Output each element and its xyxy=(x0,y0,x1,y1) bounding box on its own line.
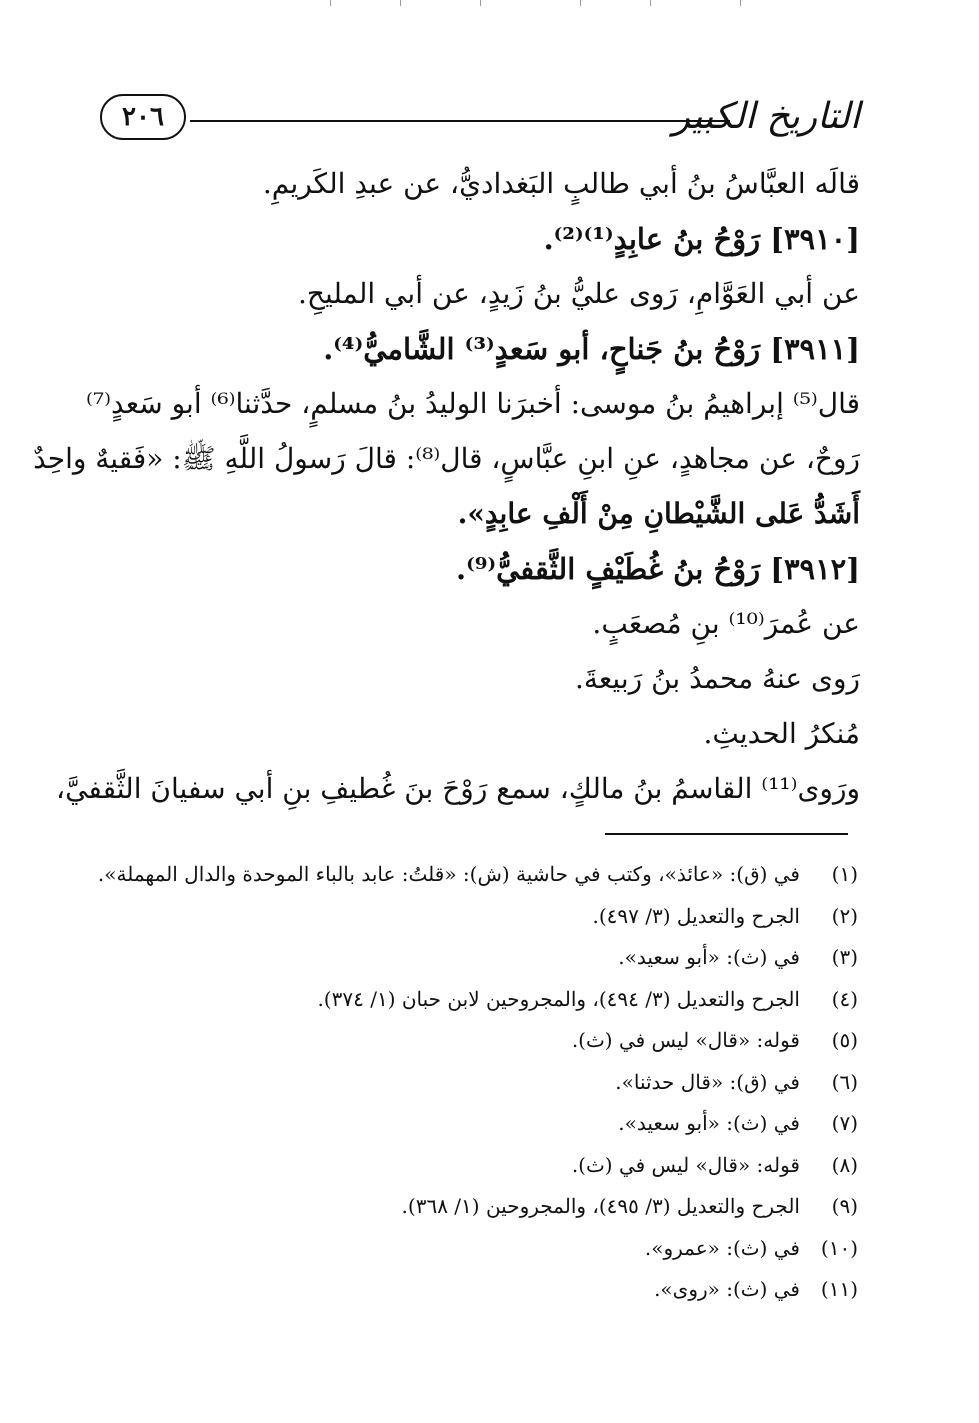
text-line: عن أبي العَوَّامِ، رَوى عليُّ بنُ زَيدٍ، عن أبي المليحِ. xyxy=(297,277,860,310)
footnote-number: (١١) xyxy=(820,1277,858,1301)
footnote-number: (١) xyxy=(831,862,858,886)
footnote-number: (٢) xyxy=(831,903,858,928)
text-line: عن عُمرَ⁽¹⁰⁾ بنِ مُصعَبٍ. xyxy=(592,607,860,640)
footnote xyxy=(100,1145,858,1187)
footnote xyxy=(97,854,858,896)
footnote-number: (١٠) xyxy=(820,1235,858,1260)
footnote xyxy=(100,979,858,1021)
footnote-number: (٣) xyxy=(831,945,858,969)
entry-heading: [٣٩١٠] رَوْحُ بنُ عابِدٍ⁽¹⁾⁽²⁾. xyxy=(543,222,860,256)
text-line: رَوحٌ، عن مجاهدٍ، عنِ ابنِ عبَّاسٍ، قال⁽⁸⁾: قالَ رَسولُ اللَّهِ ﷺ: «فَقيهٌ واحِدٌ xyxy=(33,442,860,475)
footnote-text: في (ث): «أبو سعيد». xyxy=(618,1111,800,1135)
scan-edge-marks xyxy=(330,0,750,8)
footnote-text: الجرح والتعديل (٣/ ٤٩٥)، والمجروحين (١/ ٣٦٨). xyxy=(401,1194,800,1218)
text-line: قال⁽⁵⁾ إبراهيمُ بنُ موسى: أخبرَنا الوليدُ بنُ مسلمٍ، حدَّثنا⁽⁶⁾ أبو سَعدٍ⁽⁷⁾ xyxy=(86,387,860,420)
footnote-number: (٩) xyxy=(831,1194,858,1218)
footnote-number: (٧) xyxy=(831,1111,858,1135)
footnote-number: (٥) xyxy=(831,1028,858,1052)
edge-mark xyxy=(650,0,651,6)
header-rule xyxy=(190,120,730,122)
edge-mark xyxy=(740,0,741,6)
footnote-text: في (ق): «عائذ»، وكتب في حاشية (ش): «قلتُ: عابد بالباء الموحدة والدال المهملة». xyxy=(97,862,800,886)
footnote-text: في (ق): «قال حدثنا». xyxy=(615,1069,800,1094)
footnote-number: (٤) xyxy=(831,986,858,1011)
page-header xyxy=(100,92,860,152)
footnote xyxy=(100,937,858,979)
footnote-number: (٦) xyxy=(831,1069,858,1094)
footnote-text: في (ث): «روى». xyxy=(654,1277,800,1301)
footnote-text: قوله: «قال» ليس في (ث). xyxy=(571,1028,800,1052)
footnote xyxy=(100,1103,858,1145)
footnote-text: قوله: «قال» ليس في (ث). xyxy=(571,1152,800,1177)
footnote xyxy=(100,1269,858,1311)
footnote xyxy=(100,1228,858,1270)
footnotes xyxy=(97,854,858,1311)
footnote xyxy=(100,896,858,938)
edge-mark xyxy=(480,0,481,6)
entry-heading: [٣٩١١] رَوْحُ بنُ جَناحٍ، أبو سَعدٍ⁽³⁾ الشَّاميُّ⁽⁴⁾. xyxy=(323,332,860,366)
footnote-text: في (ث): «عمرو». xyxy=(644,1235,800,1260)
edge-mark xyxy=(400,0,401,6)
footnote-text: الجرح والتعديل (٣/ ٤٩٧). xyxy=(592,903,800,928)
footnote xyxy=(100,1062,858,1104)
entry-heading: [٣٩١٢] رَوْحُ بنُ غُطَيْفٍ الثَّقفيُّ⁽⁹⁾. xyxy=(456,552,860,586)
footnote-separator xyxy=(605,833,848,835)
hadith-text: أَشَدُّ عَلى الشَّيْطانِ مِنْ أَلْفِ عابِدٍ». xyxy=(457,497,860,530)
page-number: ٢٠٦ xyxy=(100,94,186,140)
footnote-number: (٨) xyxy=(831,1152,858,1177)
main-text xyxy=(33,158,860,818)
footnote xyxy=(100,1186,858,1228)
text-line: مُنكرُ الحديثِ. xyxy=(703,717,860,750)
footnote-text: الجرح والتعديل (٣/ ٤٩٤)، والمجروحين لابن حبان (١/ ٣٧٤). xyxy=(317,986,800,1011)
text-line: ورَوى⁽¹¹⁾ القاسمُ بنُ مالكٍ، سمع رَوْحَ بنَ غُطيفِ بنِ أبي سفيانَ الثَّقفيَّ، xyxy=(56,772,860,805)
running-title: التاريخ الكبير xyxy=(672,96,860,137)
edge-mark xyxy=(580,0,581,6)
footnote xyxy=(100,1020,858,1062)
edge-mark xyxy=(330,0,331,6)
text-line: رَوى عنهُ محمدُ بنُ رَبيعةَ. xyxy=(575,662,860,695)
footnote-text: في (ث): «أبو سعيد». xyxy=(618,945,800,969)
text-line: قالَه العبَّاسُ بنُ أبي طالبٍ البَغداديُّ، عن عبدِ الكَريمِ. xyxy=(262,167,860,200)
